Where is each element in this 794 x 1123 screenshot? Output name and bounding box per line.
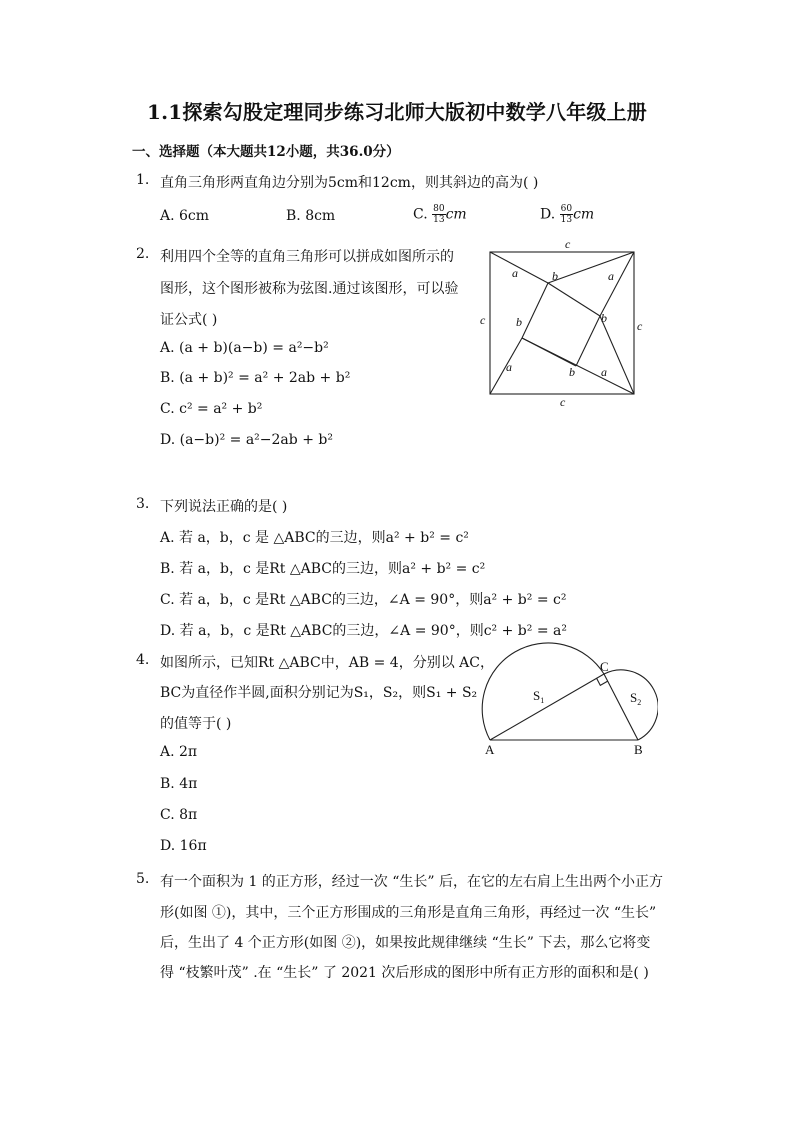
inner-square-side — [522, 338, 576, 366]
semicircle-s1 — [482, 643, 604, 740]
q1-option-b: B. 8cm — [286, 208, 336, 224]
label-a: a — [601, 365, 607, 379]
label-s2-subscript: 2 — [637, 698, 642, 707]
q3-text: 下列说法正确的是( ) — [160, 499, 288, 515]
label-a: a — [512, 266, 518, 280]
right-angle-mark — [597, 678, 608, 685]
q4-semicircle-figure — [478, 640, 658, 762]
q2-option-a: A. (a + b)(a−b) = a²−b² — [160, 340, 329, 356]
q2-number: 2. — [136, 246, 150, 262]
segment-bc — [604, 674, 638, 740]
q1-number: 1. — [136, 172, 150, 188]
label-c-right: c — [637, 319, 643, 333]
q1-text: 直角三角形两直角边分别为5cm和12cm，则其斜边的高为( ) — [160, 175, 539, 191]
q5-line-2: 形(如图 ①)，其中，三个正方形围成的三角形是直角三角形，再经过一次 “生长” — [160, 905, 657, 921]
segment-ac — [490, 674, 604, 740]
inner-square-side — [576, 316, 600, 366]
q2-line-1: 利用四个全等的直角三角形可以拼成如图所示的 — [160, 249, 454, 265]
q2-option-b: B. (a + b)² = a² + 2ab + b² — [160, 370, 351, 386]
q2-option-d: D. (a−b)² = a²−2ab + b² — [160, 432, 333, 448]
q1-d-numerator: 60 — [560, 204, 573, 214]
label-b: b — [601, 311, 607, 325]
label-s2-letter: S — [630, 690, 638, 705]
triangle-leg — [600, 316, 634, 394]
q1-option-a: A. 6cm — [160, 208, 210, 224]
q1-d-unit: cm — [573, 206, 595, 223]
q1-option-c-fraction — [432, 204, 445, 225]
label-point-b: B — [634, 742, 643, 757]
q5-line-3: 后，生出了 4 个正方形(如图 ②)，如果按此规律继续 “生长” 下去，那么它将变 — [160, 935, 651, 951]
inner-square-side — [522, 283, 548, 338]
q2-chord-figure — [480, 236, 650, 408]
q4-option-b: B. 4π — [160, 776, 198, 792]
label-c-top: c — [565, 237, 571, 251]
q4-option-a: A. 2π — [160, 744, 198, 760]
q2-option-c: C. c² = a² + b² — [160, 401, 263, 417]
q3-number: 3. — [136, 496, 150, 512]
label-a: a — [506, 360, 512, 374]
triangle-leg — [600, 252, 634, 316]
q5-line-1: 有一个面积为 1 的正方形，经过一次 “生长” 后，在它的左右肩上生出两个小正方 — [160, 874, 664, 890]
q2-line-2: 图形，这个图形被称为弦图.通过该图形，可以验 — [160, 281, 459, 297]
q4-line-3: 的值等于( ) — [160, 716, 232, 732]
page-title: 1.1探索勾股定理同步练习北师大版初中数学八年级上册 — [147, 100, 647, 124]
label-point-c: C — [600, 659, 609, 674]
q4-option-c: C. 8π — [160, 807, 198, 823]
q5-number: 5. — [136, 871, 150, 887]
label-s2 — [630, 690, 641, 707]
triangle-leg — [490, 252, 548, 283]
label-s1-letter: S — [533, 688, 541, 703]
q4-line-2: BC为直径作半圆,面积分别记为S₁，S₂，则S₁ + S₂ — [160, 685, 478, 701]
q3-option-b: B. 若 a，b，c 是Rt △ABC的三边，则a² + b² = c² — [160, 561, 486, 577]
label-b: b — [552, 269, 558, 283]
q1-c-numerator: 80 — [433, 204, 445, 214]
q3-option-d: D. 若 a，b，c 是Rt △ABC的三边，∠A = 90°，则c² + b² = a² — [160, 623, 567, 639]
label-b: b — [569, 365, 575, 379]
q3-option-c: C. 若 a，b，c 是Rt △ABC的三边，∠A = 90°，则a² + b² = c² — [160, 592, 567, 608]
q1-d-denominator: 13 — [560, 215, 573, 225]
label-s1 — [533, 688, 544, 705]
q1-c-denominator: 13 — [433, 215, 445, 225]
q4-option-d: D. 16π — [160, 838, 207, 854]
q1-c-unit: cm — [445, 206, 467, 223]
q2-line-3: 证公式( ) — [160, 312, 218, 328]
q1-option-c — [413, 204, 467, 225]
label-c-bottom: c — [560, 395, 566, 408]
label-point-a: A — [485, 742, 495, 757]
q1-option-d-fraction — [560, 204, 573, 225]
label-s1-subscript: 1 — [540, 696, 545, 705]
label-a: a — [608, 269, 614, 283]
section-heading: 一、选择题（本大题共12小题，共36.0分） — [132, 144, 400, 160]
q1-option-c-prefix: C. — [413, 206, 428, 223]
triangle-leg — [548, 252, 634, 283]
label-b: b — [516, 315, 522, 329]
q1-option-d — [540, 204, 594, 225]
q5-line-4: 得 “枝繁叶茂” .在 “生长” 了 2021 次后形成的图形中所有正方形的面积和是( ) — [160, 965, 649, 981]
label-c-left: c — [480, 313, 486, 327]
q3-option-a: A. 若 a，b，c 是 △ABC的三边，则a² + b² = c² — [160, 530, 469, 546]
q4-line-1: 如图所示，已知Rt △ABC中，AB = 4，分别以 AC， — [160, 655, 494, 671]
q4-number: 4. — [136, 652, 150, 668]
q1-option-d-prefix: D. — [540, 206, 556, 223]
inner-square-side — [548, 283, 600, 316]
